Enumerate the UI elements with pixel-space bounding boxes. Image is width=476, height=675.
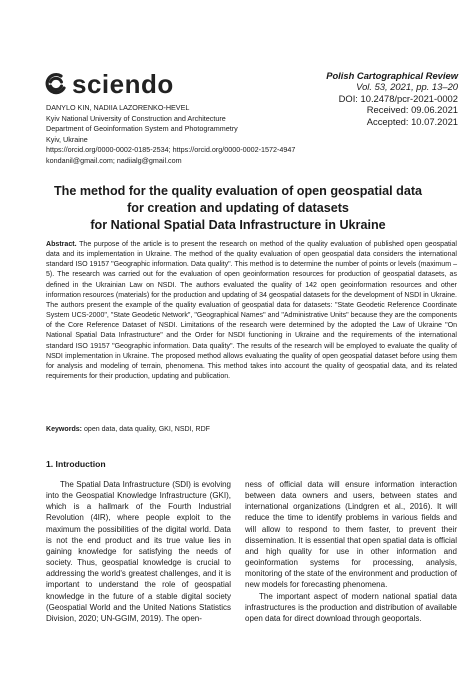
right-paragraph-2: The important aspect of modern national spatial data infrastructures is the production and distribution of available open data for direct download through geoportals.	[245, 591, 457, 623]
author-emails: kondanil@gmail.com; nadiialg@gmail.com	[46, 155, 182, 165]
body-column-left: The Spatial Data Infrastructure (SDI) is evolving into the Geospatial Knowledge Infrastructure (GKI), which is a hallmark of the Fourth Industrial Revolution (4IR), where people exploit to the maximum the possibilities of the digital world. Data is not the end product and its true value lies in gaining knowledge for satisfying the needs of society. Thus, geospatial knowledge is crucial to addressing the world's greatest challenges, and it is important to understand the role of geospatial knowledge in the future of a stable digital society (Geospatial World and the United Nations Statistics Division, 2020; UN-GGIM, 2019). The open-	[46, 480, 231, 623]
affiliation-department: Department of Geoinformation System and Photogrammetry	[46, 124, 238, 134]
abstract-label: Abstract.	[46, 241, 77, 248]
received-date: Received: 09.06.2021	[366, 104, 458, 116]
affiliation-university: Kyiv National University of Construction and Architecture	[46, 113, 226, 123]
abstract-text: The purpose of the article is to present the research on method of the quality evaluation of published open geospatial data and its implementation in Ukraine. The method of the quality evaluation of open geospatial data considers the international standard ISO 19157 "Geographic information. Data quality". This method is to determine the number of points or levels (maximum – 5). The research was carried out for the evaluation of open geoinformation resources for production of geospatial datasets, as defined in the Ukrainian Law on NSDI. The authors evaluated the quality of 142 open geoinformation resources and other information resources (materials) for the production and updating of 34 geospatial datasets for the development of NSDI in Ukraine. The authors present the example of the quality evaluation of geospatial data for datasets: "State Geodetic Reference Coordinate System UCS-2000", "State Geodetic Network", "Geographical Names" and "Administrative Units" because they are the components of the Core Reference Dataset of NSDI. Limitations of the research were determined by the adopted the Law of Ukraine "On National Spatial Data Infrastructure" and the Order for NSDI functioning in Ukraine and the requirements of the international standard ISO 19157 "Geographic information. Data quality". The results of the research will be employed to evaluate the quality of NSDI implementation in Ukraine. The proposed method allows evaluating the quality of open geospatial dataset before using them for analysis and modeling of terrain, phenomena. This method takes into account the quality of geospatial data, and its related requirements for their production, updating and publication.	[46, 241, 457, 381]
author-names: DANYLO KIN, NADIIA LAZORENKO-HEVEL	[46, 103, 190, 112]
abstract	[46, 240, 457, 382]
accepted-date: Accepted: 10.07.2021	[366, 115, 458, 127]
title-line-1: The method for the quality evaluation of open geospatial data	[53, 184, 423, 198]
brand-name: sciendo	[72, 69, 174, 99]
sciendo-logo-icon	[44, 72, 68, 96]
keywords-text: open data, data quality, GKI, NSDI, RDF	[82, 426, 210, 433]
doi: DOI: 10.2478/pcr-2021-0002	[338, 92, 458, 104]
journal-name: Polish Cartographical Review	[326, 70, 458, 81]
article-title	[40, 183, 436, 234]
right-paragraph-1: ness of official data will ensure information interaction between data owners and users, between states and international organizations (Lindgren et al., 2016). It will reduce the time to identify problems in various fields and will allow to respond to them faster, to prevent their dissemination. It is essential that open spatial data is official and high quality for use in other information and geoinformation systems for processing, analysis, monitoring of the state of the environment and production of new models for forecasting phenomena.	[245, 480, 457, 590]
keywords	[46, 425, 457, 435]
sciendo-logo	[44, 69, 174, 99]
journal-volume: Vol. 53, 2021, pp. 13–20	[356, 81, 458, 93]
author-block	[46, 103, 356, 167]
body-column-right	[245, 479, 457, 624]
orcid-links: https://orcid.org/0000-0002-0185-2534; https://orcid.org/0000-0002-1572-4947	[46, 145, 296, 155]
keywords-label: Keywords:	[46, 426, 83, 433]
section-heading-introduction: 1. Introduction	[46, 459, 106, 469]
title-line-2: for creation and updating of datasets	[127, 201, 349, 215]
affiliation-city: Kyiv, Ukraine	[46, 134, 88, 144]
title-line-3: for National Spatial Data Infrastructure in Ukraine	[90, 218, 386, 232]
